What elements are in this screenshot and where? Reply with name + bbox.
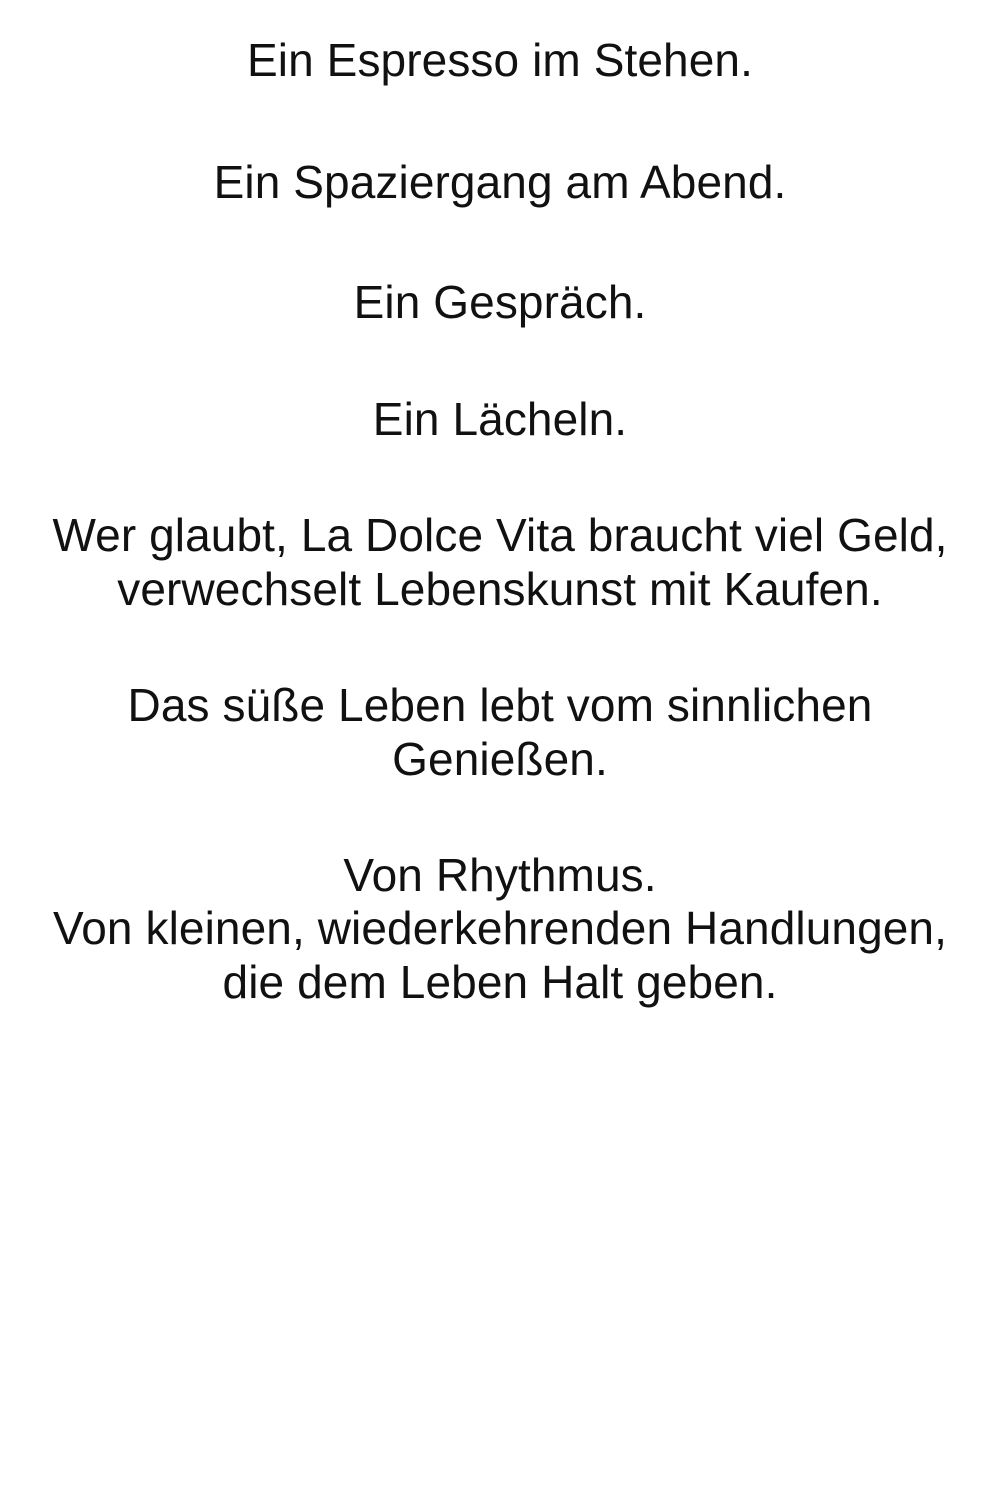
poem-line: die dem Leben Halt geben. (222, 956, 778, 1009)
poem-line: Ein Gespräch. (353, 275, 647, 328)
poem-stanza-7 (40, 849, 960, 1010)
poem-line: Ein Spaziergang am Abend. (213, 155, 787, 208)
poem-line: Von Rhythmus. (343, 848, 657, 901)
poem-line: Ein Lächeln. (372, 393, 628, 446)
poem-stanza-3 (40, 276, 960, 330)
poem-line: Wer glaubt, La Dolce Vita braucht viel Geld, (52, 509, 948, 562)
poem-line: verwechselt Lebenskunst mit Kaufen. (117, 563, 883, 616)
poem-line: Ein Espresso im Stehen. (247, 34, 753, 86)
poem-line: Von kleinen, wiederkehrenden Handlungen, (53, 902, 947, 955)
poem-stanza-4 (40, 393, 960, 447)
poem-line: Das süße Leben lebt vom sinnlichen Genießen. (127, 678, 886, 785)
poem-stanza-6 (40, 679, 960, 787)
poem-stanza-1 (40, 34, 960, 88)
poem-stanza-2 (40, 156, 960, 210)
poem-stanza-5 (40, 509, 960, 617)
